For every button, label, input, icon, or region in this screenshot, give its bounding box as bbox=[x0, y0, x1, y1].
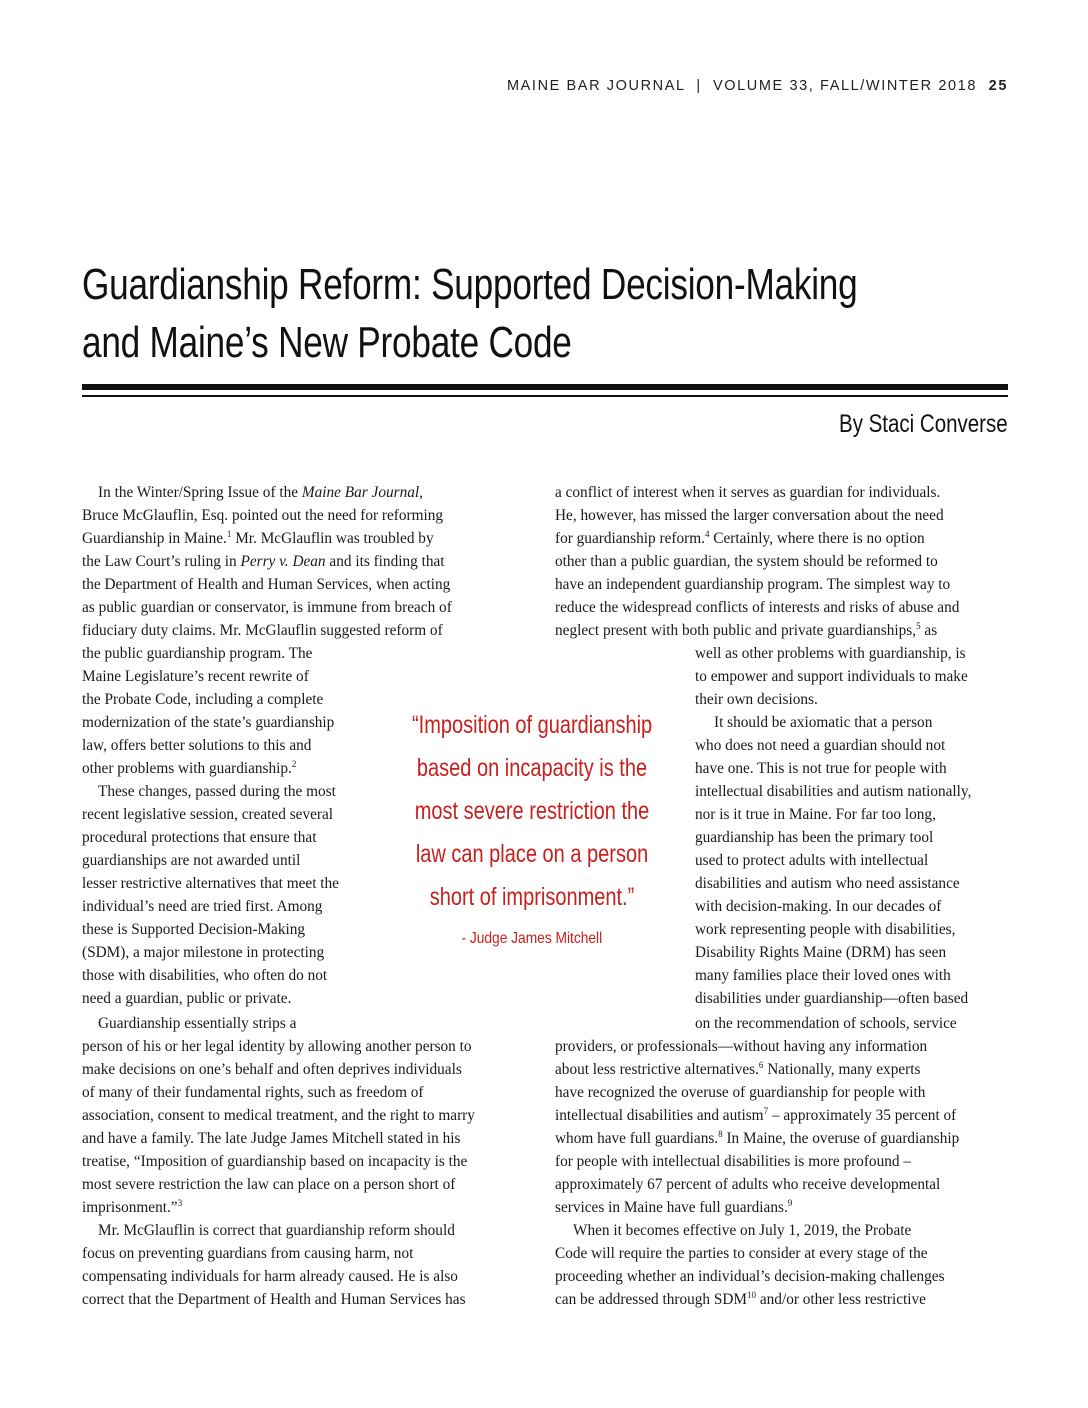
body-line: When it becomes effective on July 1, 2019, the Probate bbox=[573, 1222, 912, 1239]
body-line: reduce the widespread conflicts of interests and risks of abuse and bbox=[555, 599, 960, 616]
title-rule-thick bbox=[82, 384, 1008, 390]
body-line: person of his or her legal identity by allowing another person to bbox=[82, 1038, 472, 1055]
running-head bbox=[507, 78, 1008, 94]
body-line: These changes, passed during the most bbox=[98, 783, 336, 800]
body-line: the Law Court’s ruling in Perry v. Dean and its finding that bbox=[82, 553, 445, 570]
body-line: work representing people with disabilities, bbox=[695, 921, 956, 938]
body-line: other than a public guardian, the system should be reformed to bbox=[555, 553, 938, 570]
body-line: of many of their fundamental rights, such as freedom of bbox=[82, 1084, 424, 1101]
footnote-ref: 10 bbox=[747, 1289, 757, 1300]
body-line: proceeding whether an individual’s decision-making challenges bbox=[555, 1268, 945, 1285]
body-line: Code will require the parties to consider at every stage of the bbox=[555, 1245, 928, 1262]
body-line: association, consent to medical treatment, and the right to marry bbox=[82, 1107, 475, 1124]
body-line: It should be axiomatic that a person bbox=[714, 714, 933, 731]
body-line: individual’s need are tried first. Among bbox=[82, 898, 323, 915]
body-line: guardianships are not awarded until bbox=[82, 852, 301, 869]
body-line: the Probate Code, including a complete bbox=[82, 691, 324, 708]
pull-quote-attribution: - Judge James Mitchell bbox=[461, 930, 603, 947]
running-head-text: MAINE BAR JOURNAL | VOLUME 33, FALL/WINTER 2018 bbox=[506, 78, 978, 94]
body-line: recent legislative session, created several bbox=[82, 806, 334, 823]
body-line: compensating individuals for harm already caused. He is also bbox=[82, 1268, 458, 1285]
body-line: approximately 67 percent of adults who receive developmental bbox=[555, 1176, 941, 1193]
body-line: disabilities and autism who need assistance bbox=[695, 875, 960, 892]
body-line: Maine Legislature’s recent rewrite of bbox=[82, 668, 309, 685]
body-line: to empower and support individuals to make bbox=[695, 668, 968, 685]
pull-quote-line: short of imprisonment.” bbox=[429, 883, 635, 911]
footnote-ref: 8 bbox=[718, 1128, 723, 1139]
body-line: have recognized the overuse of guardianship for people with bbox=[555, 1084, 926, 1101]
pull-quote-line: law can place on a person bbox=[415, 840, 649, 868]
body-line: need a guardian, public or private. bbox=[82, 990, 292, 1007]
body-line: used to protect adults with intellectual bbox=[695, 852, 929, 869]
body-line: other problems with guardianship.$^2$ bbox=[82, 758, 297, 777]
body-line: correct that the Department of Health and Human Services has bbox=[82, 1291, 466, 1308]
body-line: have an independent guardianship program. The simplest way to bbox=[555, 576, 951, 593]
body-line: treatise, “Imposition of guardianship based on incapacity is the bbox=[82, 1153, 468, 1170]
body-line: for people with intellectual disabilities is more profound – bbox=[555, 1153, 911, 1170]
pull-quote-line: based on incapacity is the bbox=[416, 754, 648, 782]
article-title-line-2: and Maine’s New Probate Code bbox=[82, 318, 572, 367]
body-line: their own decisions. bbox=[695, 691, 818, 708]
body-line: whom have full guardians.$^8$ In Maine, the overuse of guardianship bbox=[555, 1128, 960, 1147]
body-line: Bruce McGlauflin, Esq. pointed out the need for reforming bbox=[82, 507, 444, 524]
body-line: law, offers better solutions to this and bbox=[82, 737, 312, 754]
body-line: modernization of the state’s guardianship bbox=[82, 714, 335, 731]
body-line: most severe restriction the law can place on a person short of bbox=[82, 1176, 456, 1193]
footnote-ref: 5 bbox=[916, 620, 921, 631]
page-number: 25 bbox=[988, 78, 1008, 94]
body-line: intellectual disabilities and autism nationally, bbox=[695, 783, 972, 800]
body-line: on the recommendation of schools, service bbox=[695, 1015, 957, 1032]
footnote-ref: 7 bbox=[763, 1105, 769, 1116]
body-line: procedural protections that ensure that bbox=[82, 829, 317, 846]
body-line: those with disabilities, who often do not bbox=[82, 967, 328, 984]
footnote-ref: 2 bbox=[291, 758, 297, 769]
pull-quote bbox=[382, 704, 682, 919]
body-line: In the Winter/Spring Issue of the Maine Bar Journal, bbox=[98, 484, 423, 501]
article-title-line-1: Guardianship Reform: Supported Decision-Making bbox=[82, 260, 858, 309]
body-line: and have a family. The late Judge James Mitchell stated in his bbox=[82, 1130, 461, 1147]
body-line: have one. This is not true for people with bbox=[695, 760, 947, 777]
body-line: lesser restrictive alternatives that meet the bbox=[82, 875, 339, 892]
body-line: intellectual disabilities and autism$^7$ – approximately 35 percent of bbox=[555, 1105, 957, 1124]
body-line: as public guardian or conservator, is immune from breach of bbox=[82, 599, 452, 616]
title-rule-thin bbox=[82, 395, 1008, 397]
body-line: the Department of Health and Human Services, when acting bbox=[82, 576, 451, 593]
body-line: make decisions on one’s behalf and often deprives individuals bbox=[82, 1061, 462, 1078]
body-line: (SDM), a major milestone in protecting bbox=[82, 944, 325, 961]
body-line: fiduciary duty claims. Mr. McGlauflin suggested reform of bbox=[82, 622, 443, 639]
body-line: services in Maine have full guardians.$^9$ bbox=[555, 1197, 793, 1216]
footnote-ref: 1 bbox=[226, 528, 232, 539]
footnote-ref: 6 bbox=[758, 1059, 764, 1070]
body-line: focus on preventing guardians from causing harm, not bbox=[82, 1245, 414, 1262]
body-line: Disability Rights Maine (DRM) has seen bbox=[695, 944, 947, 961]
body-line: neglect present with both public and private guardianships,$^5$ as bbox=[555, 620, 938, 639]
footnote-ref: 9 bbox=[787, 1197, 793, 1208]
body-line: imprisonment.”$^3$ bbox=[82, 1197, 183, 1216]
body-line: nor is it true in Maine. For far too long, bbox=[695, 806, 936, 823]
body-line: with decision-making. In our decades of bbox=[695, 898, 942, 915]
article-title bbox=[82, 256, 1002, 372]
body-line: these is Supported Decision-Making bbox=[82, 921, 306, 938]
body-line: He, however, has missed the larger conversation about the need bbox=[555, 507, 944, 524]
pull-quote-line: “Imposition of guardianship bbox=[412, 711, 653, 739]
pull-quote-line: most severe restriction the bbox=[414, 797, 650, 825]
body-line: a conflict of interest when it serves as guardian for individuals. bbox=[555, 484, 941, 501]
body-line: well as other problems with guardianship, is bbox=[695, 645, 966, 662]
body-line: Mr. McGlauflin is correct that guardianship reform should bbox=[98, 1222, 455, 1239]
body-line: many families place their loved ones with bbox=[695, 967, 951, 984]
body-line: Guardianship in Maine.$^1$ Mr. McGlauflin was troubled by bbox=[82, 528, 434, 547]
body-line: Guardianship essentially strips a bbox=[98, 1015, 297, 1032]
body-line: guardianship has been the primary tool bbox=[695, 829, 934, 846]
footnote-ref: 4 bbox=[704, 528, 710, 539]
body-line: can be addressed through SDM$^{10}$ and/or other less restrictive bbox=[555, 1289, 926, 1308]
byline: By Staci Converse bbox=[839, 410, 1008, 438]
body-line: the public guardianship program. The bbox=[82, 645, 313, 662]
body-line: about less restrictive alternatives.$^6$ Nationally, many experts bbox=[555, 1059, 921, 1078]
body-line: who does not need a guardian should not bbox=[695, 737, 946, 754]
body-line: providers, or professionals—without having any information bbox=[555, 1038, 928, 1055]
body-line: disabilities under guardianship—often based bbox=[695, 990, 969, 1007]
body-line: for guardianship reform.$^4$ Certainly, where there is no option bbox=[555, 528, 925, 547]
footnote-ref: 3 bbox=[177, 1197, 183, 1208]
